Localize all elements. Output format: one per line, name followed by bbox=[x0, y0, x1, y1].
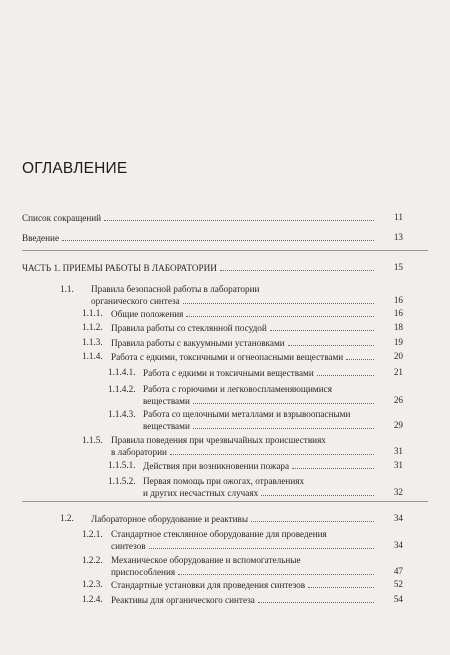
toc-entry-number: 1.1.4. bbox=[82, 351, 103, 361]
dot-leader bbox=[288, 337, 374, 346]
toc-entry-title-line: Правила работы с вакуумными установками bbox=[111, 338, 285, 348]
toc-entry-page: 13 bbox=[393, 232, 403, 242]
toc-entry-title bbox=[111, 555, 375, 578]
toc-entry-title bbox=[91, 513, 375, 525]
toc-entry-page: 52 bbox=[393, 579, 403, 589]
toc-entry-title-line: Первая помощь при ожогах, отравлениях bbox=[143, 476, 305, 486]
toc-entry-number: 1.1.3. bbox=[82, 337, 103, 347]
toc-entry-number: 1.1.5. bbox=[82, 435, 103, 445]
toc-entry-title bbox=[111, 308, 375, 320]
toc-entry-page: 31 bbox=[393, 446, 403, 456]
dot-leader bbox=[170, 446, 374, 455]
toc-entry-title-line: приспособления bbox=[111, 567, 176, 577]
toc-entry-title bbox=[91, 284, 375, 307]
toc-entry-page: 34 bbox=[393, 513, 403, 523]
toc-entry-title bbox=[111, 322, 375, 334]
toc-entry-title bbox=[111, 594, 375, 606]
dot-leader bbox=[346, 351, 374, 360]
toc-entry-title bbox=[143, 384, 375, 407]
dot-leader bbox=[193, 395, 374, 404]
dot-leader bbox=[104, 212, 374, 221]
toc-entry-page: 20 bbox=[393, 351, 403, 361]
toc-entry-title bbox=[111, 529, 375, 552]
toc-entry-page: 32 bbox=[393, 487, 403, 497]
dot-leader bbox=[220, 262, 374, 271]
toc-entry-title bbox=[111, 351, 375, 363]
toc-entry-title-line: Правила безопасной работы в лаборатории bbox=[91, 284, 260, 294]
toc-entry-title-line: Введение bbox=[22, 233, 60, 243]
toc-entry-number: 1.1.4.3. bbox=[108, 409, 136, 419]
dot-leader bbox=[261, 487, 374, 496]
dot-leader bbox=[186, 308, 374, 317]
dot-leader bbox=[193, 420, 374, 429]
toc-entry-page: 19 bbox=[393, 337, 403, 347]
toc-entry-page: 29 bbox=[393, 420, 403, 430]
toc-entry-title bbox=[111, 435, 375, 458]
dot-leader bbox=[317, 367, 374, 376]
toc-entry-number: 1.2.3. bbox=[82, 579, 103, 589]
toc-entry-title-line: синтезов bbox=[111, 541, 146, 551]
toc-entry-title-line: и других несчастных случаях bbox=[143, 488, 259, 498]
toc-entry-number: 1.2.2. bbox=[82, 555, 103, 565]
toc-entry-title-line: Работа с едкими, токсичными и огнеопасными веществами bbox=[111, 352, 344, 362]
toc-entry-page: 11 bbox=[394, 212, 403, 222]
toc-entry-title-line: Стандартные установки для проведения синтезов bbox=[111, 580, 306, 590]
toc-entry-title-line: Реактивы для органического синтеза bbox=[111, 595, 255, 605]
toc-entry-title-line: веществами bbox=[143, 421, 190, 431]
toc-entry-page: 54 bbox=[393, 594, 403, 604]
dot-leader bbox=[183, 295, 374, 304]
toc-entry-page: 47 bbox=[393, 566, 403, 576]
toc-entry-number: 1.1.1. bbox=[82, 308, 103, 318]
dot-leader bbox=[308, 579, 374, 588]
toc-entry-number: 1.2.1. bbox=[82, 529, 103, 539]
dot-leader bbox=[251, 513, 374, 522]
toc-entry-page: 18 bbox=[393, 322, 403, 332]
toc-entry-title bbox=[111, 579, 375, 591]
toc-entry-number: 1.1.4.1. bbox=[108, 367, 136, 377]
toc-entry-title-line: Механическое оборудование и вспомогательные bbox=[111, 555, 301, 565]
toc-entry-title bbox=[22, 212, 375, 224]
toc-entry-number: 1.1.5.2. bbox=[108, 476, 136, 486]
toc-entry-title-line: Правила работы со стеклянной посудой bbox=[111, 323, 267, 333]
section-divider bbox=[22, 250, 428, 251]
toc-entry-page: 16 bbox=[393, 308, 403, 318]
toc-entry-title-line: ЧАСТЬ 1. ПРИЕМЫ РАБОТЫ В ЛАБОРАТОРИИ bbox=[22, 263, 217, 273]
page-title: ОГЛАВЛЕНИЕ bbox=[22, 160, 128, 177]
toc-entry-title-line: Работа с горючими и легковоспламеняющимися bbox=[143, 384, 332, 394]
toc-entry-number: 1.1. bbox=[60, 284, 74, 294]
toc-entry-page: 15 bbox=[393, 262, 403, 272]
dot-leader bbox=[149, 540, 374, 549]
toc-entry-page: 26 bbox=[393, 395, 403, 405]
toc-entry-title bbox=[22, 262, 375, 274]
toc-entry-title-line: органического синтеза bbox=[91, 296, 180, 306]
toc-entry-number: 1.2.4. bbox=[82, 594, 103, 604]
dot-leader bbox=[270, 322, 374, 331]
toc-entry-title bbox=[143, 367, 375, 379]
dot-leader bbox=[178, 566, 374, 575]
toc-entry-page: 34 bbox=[393, 540, 403, 550]
toc-entry-title bbox=[111, 337, 375, 349]
toc-entry-title-line: в лаборатории bbox=[111, 447, 167, 457]
toc-entry-title bbox=[22, 232, 375, 244]
toc-entry-title-line: Работа со щелочными металлами и взрывоопасными bbox=[143, 409, 351, 419]
toc-entry-number: 1.1.5.1. bbox=[108, 460, 136, 470]
toc-entry-title bbox=[143, 476, 375, 499]
toc-entry-page: 16 bbox=[393, 295, 403, 305]
toc-entry-number: 1.1.2. bbox=[82, 322, 103, 332]
section-divider bbox=[22, 501, 428, 502]
toc-entry-title-line: Действия при возникновении пожара bbox=[143, 461, 290, 471]
toc-entry-page: 21 bbox=[393, 367, 403, 377]
toc-entry-page: 31 bbox=[393, 460, 403, 470]
toc-entry-title-line: Общие положения bbox=[111, 309, 184, 319]
toc-entry-title-line: Работа с едкими и токсичными веществами bbox=[143, 368, 314, 378]
dot-leader bbox=[258, 594, 374, 603]
toc-entry-title bbox=[143, 409, 375, 432]
toc-entry-title bbox=[143, 460, 375, 472]
toc-entry-number: 1.1.4.2. bbox=[108, 384, 136, 394]
toc-entry-title-line: Лабораторное оборудование и реактивы bbox=[91, 514, 249, 524]
dot-leader bbox=[292, 460, 374, 469]
toc-entry-title-line: Правила поведения при чрезвычайных происшествиях bbox=[111, 435, 326, 445]
toc-entry-number: 1.2. bbox=[60, 513, 74, 523]
toc-entry-title-line: Список сокращений bbox=[22, 213, 102, 223]
toc-entry-title-line: веществами bbox=[143, 396, 190, 406]
dot-leader bbox=[62, 232, 374, 241]
toc-entry-title-line: Стандартное стеклянное оборудование для проведения bbox=[111, 529, 327, 539]
